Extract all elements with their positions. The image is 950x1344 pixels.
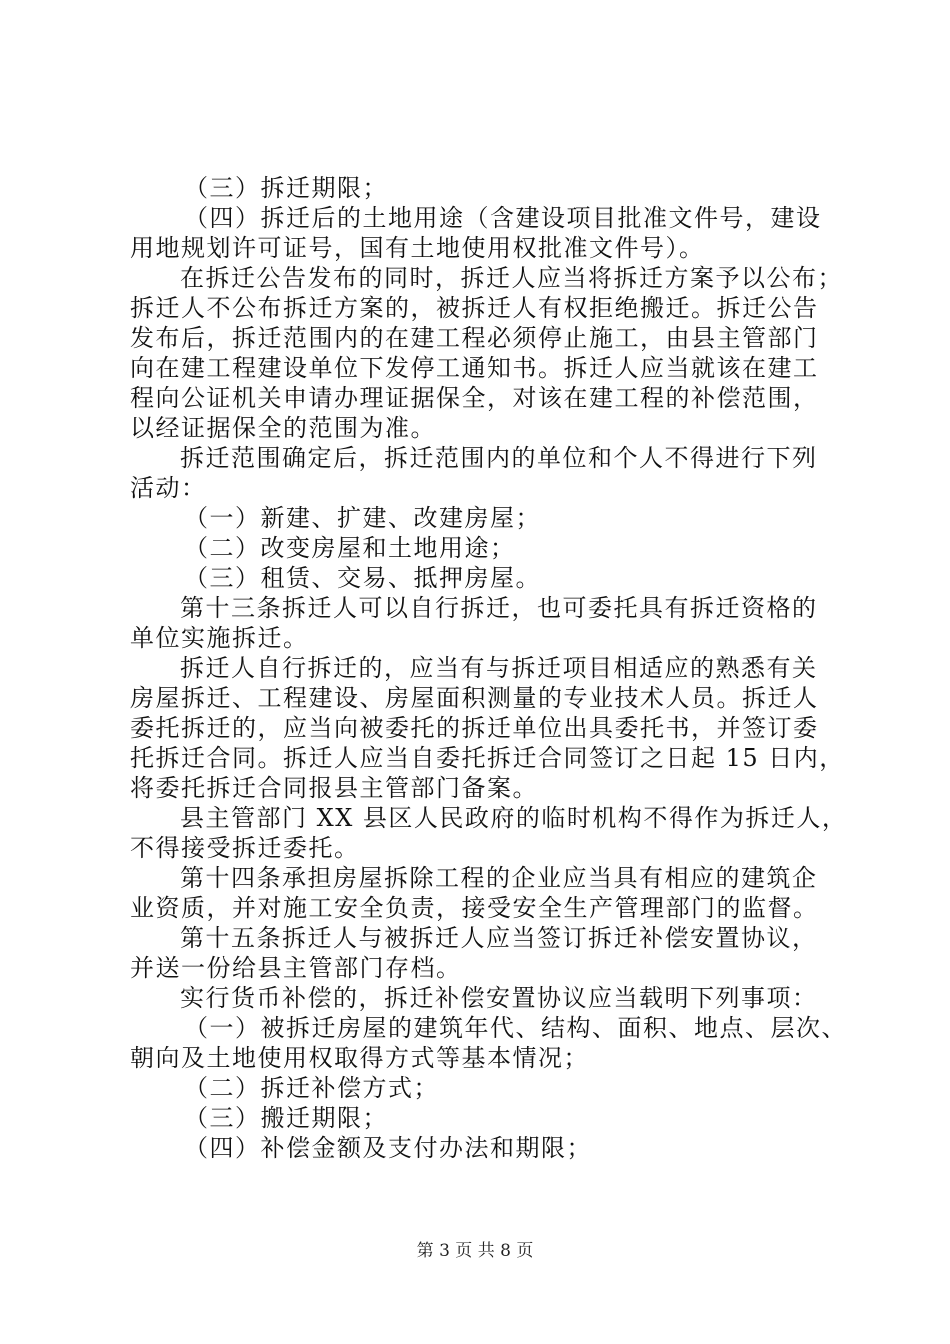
text-line: （一）被拆迁房屋的建筑年代、结构、面积、地点、层次、 bbox=[184, 1014, 847, 1042]
text-line: 拆迁范围确定后，拆迁范围内的单位和个人不得进行下列 bbox=[180, 444, 818, 472]
text-line: 将委托拆迁合同报县主管部门备案。 bbox=[130, 774, 538, 802]
text-line: 拆迁人不公布拆迁方案的，被拆迁人有权拒绝搬迁。拆迁公告 bbox=[130, 294, 819, 322]
text-line: （一）新建、扩建、改建房屋； bbox=[184, 504, 541, 532]
page-footer: 第 3 页 共 8 页 bbox=[416, 1241, 534, 1261]
document-body bbox=[130, 173, 850, 1163]
text-line: 第十三条拆迁人可以自行拆迁，也可委托具有拆迁资格的 bbox=[180, 594, 818, 622]
text-line: 拆迁人自行拆迁的，应当有与拆迁项目相适应的熟悉有关 bbox=[180, 654, 818, 682]
text-line: （二）拆迁补偿方式； bbox=[184, 1074, 439, 1102]
text-line: 用地规划许可证号，国有土地使用权批准文件号）。 bbox=[130, 234, 705, 262]
text-line: 单位实施拆迁。 bbox=[130, 624, 309, 652]
text-line: 向在建工程建设单位下发停工通知书。拆迁人应当就该在建工 bbox=[130, 354, 819, 382]
text-line: （二）改变房屋和土地用途； bbox=[184, 534, 516, 562]
text-line: 业资质，并对施工安全负责，接受安全生产管理部门的监督。 bbox=[130, 894, 819, 922]
text-line: （三）搬迁期限； bbox=[184, 1104, 388, 1132]
text-line: 第十五条拆迁人与被拆迁人应当签订拆迁补偿安置协议， bbox=[180, 924, 818, 952]
text-line: 程向公证机关申请办理证据保全，对该在建工程的补偿范围， bbox=[130, 384, 819, 412]
text-line: 托拆迁合同。拆迁人应当自委托拆迁合同签订之日起 15 日内， bbox=[130, 744, 845, 772]
text-line: （四）补偿金额及支付办法和期限； bbox=[184, 1134, 592, 1162]
text-line: 朝向及土地使用权取得方式等基本情况； bbox=[130, 1044, 589, 1072]
text-line: 发布后，拆迁范围内的在建工程必须停止施工，由县主管部门 bbox=[130, 324, 819, 352]
text-line: （四）拆迁后的土地用途（含建设项目批准文件号，建设 bbox=[184, 204, 822, 232]
text-line: 在拆迁公告发布的同时，拆迁人应当将拆迁方案予以公布； bbox=[180, 264, 843, 292]
text-line: 第十四条承担房屋拆除工程的企业应当具有相应的建筑企 bbox=[180, 864, 818, 892]
text-line: （三）拆迁期限； bbox=[184, 174, 388, 202]
text-line: 并送一份给县主管部门存档。 bbox=[130, 954, 462, 982]
text-line: 实行货币补偿的，拆迁补偿安置协议应当载明下列事项： bbox=[180, 984, 818, 1012]
text-line: 活动： bbox=[130, 474, 207, 502]
text-line: 县主管部门 XX 县区人民政府的临时机构不得作为拆迁人， bbox=[180, 804, 848, 832]
text-line: 委托拆迁的，应当向被委托的拆迁单位出具委托书，并签订委 bbox=[130, 714, 819, 742]
text-line: 房屋拆迁、工程建设、房屋面积测量的专业技术人员。拆迁人 bbox=[130, 684, 819, 712]
text-line: 以经证据保全的范围为准。 bbox=[130, 414, 436, 442]
text-line: 不得接受拆迁委托。 bbox=[130, 834, 360, 862]
text-line: （三）租赁、交易、抵押房屋。 bbox=[184, 564, 541, 592]
